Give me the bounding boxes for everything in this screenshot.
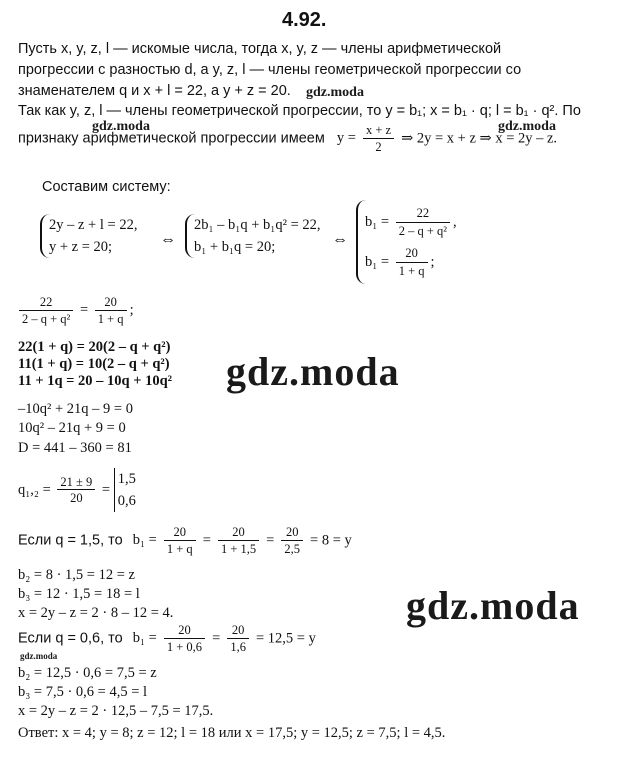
- intro-line-4: Так как y, z, l — члены геометрической прогрессии, то y = b₁; x = b₁ · q; l = b₁ · q². По: [18, 103, 581, 119]
- intro-fraction: [363, 124, 394, 153]
- watermark: gdz.moda: [92, 119, 150, 134]
- equation-fraction-left-num: 22: [19, 296, 73, 311]
- system-3-row-2-lhs: b₁ =: [365, 254, 390, 270]
- system-2-row-2: b₁ + b₁q = 20;: [194, 239, 276, 255]
- system-3-row-2-den: 1 + q: [398, 263, 425, 278]
- system-2-row-1: 2b₁ – b₁q + b₁q² = 22,: [194, 217, 321, 233]
- roots-formula: [18, 468, 136, 512]
- roots-values: [114, 468, 136, 512]
- equivalence-arrow-1: ⇔: [160, 231, 176, 248]
- intro-line-5-conclusion: ⇒ 2y = x + z ⇒ x = 2y – z.: [401, 130, 558, 147]
- root-1: 1,5: [117, 471, 136, 487]
- system-3-row-1-lhs: b₁ =: [365, 214, 390, 230]
- roots-lhs: q₁,₂ =: [18, 481, 51, 498]
- roots-fraction-num: 21 ± 9: [57, 476, 95, 491]
- equation-step-2: 11(1 + q) = 10(2 – q + q²): [18, 356, 170, 372]
- system-3-row-1: [365, 202, 457, 242]
- case-2-fraction-2: [227, 624, 249, 653]
- roots-fraction-den: 20: [70, 491, 83, 505]
- roots-fraction: [57, 476, 95, 505]
- watermark: gdz.moda: [406, 583, 580, 628]
- watermark: gdz.moda: [306, 85, 364, 100]
- system-3-row-2-end: ;: [430, 254, 435, 270]
- case-1-fraction-2-num: 20: [218, 526, 259, 541]
- case-1-fraction-1: [164, 526, 196, 555]
- watermark: gdz.moda: [498, 119, 556, 134]
- system-2: [185, 214, 321, 258]
- case-2-b1: [18, 624, 316, 653]
- system-3-row-1-den: 2 – q + q²: [398, 223, 448, 238]
- equation-step-4: –10q² + 21q – 9 = 0: [18, 401, 133, 417]
- case-2-fraction-1-num: 20: [164, 624, 205, 639]
- equation-fraction-left-den: 2 – q + q²: [22, 311, 71, 326]
- case-2-fraction-2-num: 20: [227, 624, 249, 639]
- case-1-fraction-1-den: 1 + q: [166, 541, 193, 556]
- intro-line-5-text: признаку арифметической прогрессии имеем: [18, 130, 325, 147]
- equation-equals: =: [79, 301, 89, 318]
- case-1-fraction-1-num: 20: [164, 526, 196, 541]
- case-1-b1: [18, 526, 352, 555]
- case-2-fraction-1: [164, 624, 205, 653]
- intro-line-5-y: y =: [336, 130, 356, 147]
- system-heading: Составим систему:: [42, 179, 171, 195]
- system-1-row-1: 2y – z + l = 22,: [49, 217, 138, 233]
- equation-step-1: 22(1 + q) = 20(2 – q + q²): [18, 339, 171, 355]
- watermark: gdz.moda: [20, 651, 58, 661]
- system-3-row-2-num: 20: [396, 247, 428, 263]
- system-3-row-1-num: 22: [396, 207, 450, 223]
- case-1-b3: b₃ = 12 · 1,5 = 18 = l: [18, 586, 140, 602]
- case-1-condition: Если q = 1,5, то: [18, 532, 123, 549]
- equation-fraction-right-den: 1 + q: [97, 311, 124, 326]
- case-2-equals-1: =: [212, 630, 221, 647]
- roots-equals: =: [101, 481, 111, 498]
- intro-line-1: Пусть x, y, z, l — искомые числа, тогда x, y, z — члены арифметической: [18, 41, 502, 57]
- intro-fraction-num: x + z: [363, 124, 394, 139]
- system-3-row-2: [365, 242, 457, 282]
- equation-fraction-left: [19, 296, 73, 325]
- case-1-fraction-2-den: 1 + 1,5: [220, 541, 257, 556]
- system-3-row-1-end: ,: [453, 214, 457, 230]
- case-2-b3: b₃ = 7,5 · 0,6 = 4,5 = l: [18, 684, 148, 700]
- case-2-result: = 12,5 = y: [255, 630, 316, 647]
- system-3-row-2-fraction: [396, 247, 428, 279]
- case-2-fraction-1-den: 1 + 0,6: [166, 639, 203, 654]
- case-1-fraction-2: [218, 526, 259, 555]
- system-3: [356, 200, 457, 284]
- case-1-x: x = 2y – z = 2 · 8 – 12 = 4.: [18, 605, 174, 621]
- case-1-result: = 8 = y: [310, 532, 352, 549]
- discriminant: D = 441 – 360 = 81: [18, 440, 132, 456]
- case-2-x: x = 2y – z = 2 · 12,5 – 7,5 = 17,5.: [18, 703, 214, 719]
- case-1-fraction-3: [281, 526, 303, 555]
- intro-line-3: знаменателем q и x + l = 22, а y + z = 20.: [18, 83, 291, 99]
- intro-line-2: прогрессии с разностью d, а y, z, l — члены геометрической прогрессии со: [18, 62, 522, 78]
- system-1: [40, 214, 137, 258]
- case-2-condition: Если q = 0,6, то: [18, 630, 123, 647]
- system-3-row-1-fraction: [396, 207, 450, 239]
- case-1-fraction-3-num: 20: [281, 526, 303, 541]
- problem-title: 4.92.: [282, 9, 327, 31]
- fraction-equation: [16, 296, 134, 325]
- case-1-equals-2: =: [266, 532, 275, 549]
- answer: Ответ: x = 4; y = 8; z = 12; l = 18 или x = 17,5; y = 12,5; z = 7,5; l = 4,5.: [18, 725, 446, 741]
- case-1-b1-lhs: b₁ =: [132, 532, 157, 549]
- case-2-b1-lhs: b₁ =: [132, 630, 157, 647]
- equation-step-3: 11 + 1q = 20 – 10q + 10q²: [18, 373, 173, 389]
- equation-fraction-right: [95, 296, 127, 325]
- system-1-row-2: y + z = 20;: [49, 239, 113, 255]
- case-1-fraction-3-den: 2,5: [284, 541, 300, 556]
- root-2: 0,6: [117, 493, 136, 509]
- intro-fraction-den: 2: [375, 139, 382, 154]
- watermark: gdz.moda: [226, 349, 400, 394]
- equation-fraction-right-num: 20: [95, 296, 127, 311]
- case-2-b2: b₂ = 12,5 · 0,6 = 7,5 = z: [18, 665, 157, 681]
- case-1-b2: b₂ = 8 · 1,5 = 12 = z: [18, 567, 135, 583]
- equation-end: ;: [129, 301, 134, 318]
- equation-step-5: 10q² – 21q + 9 = 0: [18, 420, 126, 436]
- case-2-fraction-2-den: 1,6: [230, 639, 246, 654]
- equivalence-arrow-2: ⇔: [332, 231, 348, 248]
- case-1-equals-1: =: [202, 532, 211, 549]
